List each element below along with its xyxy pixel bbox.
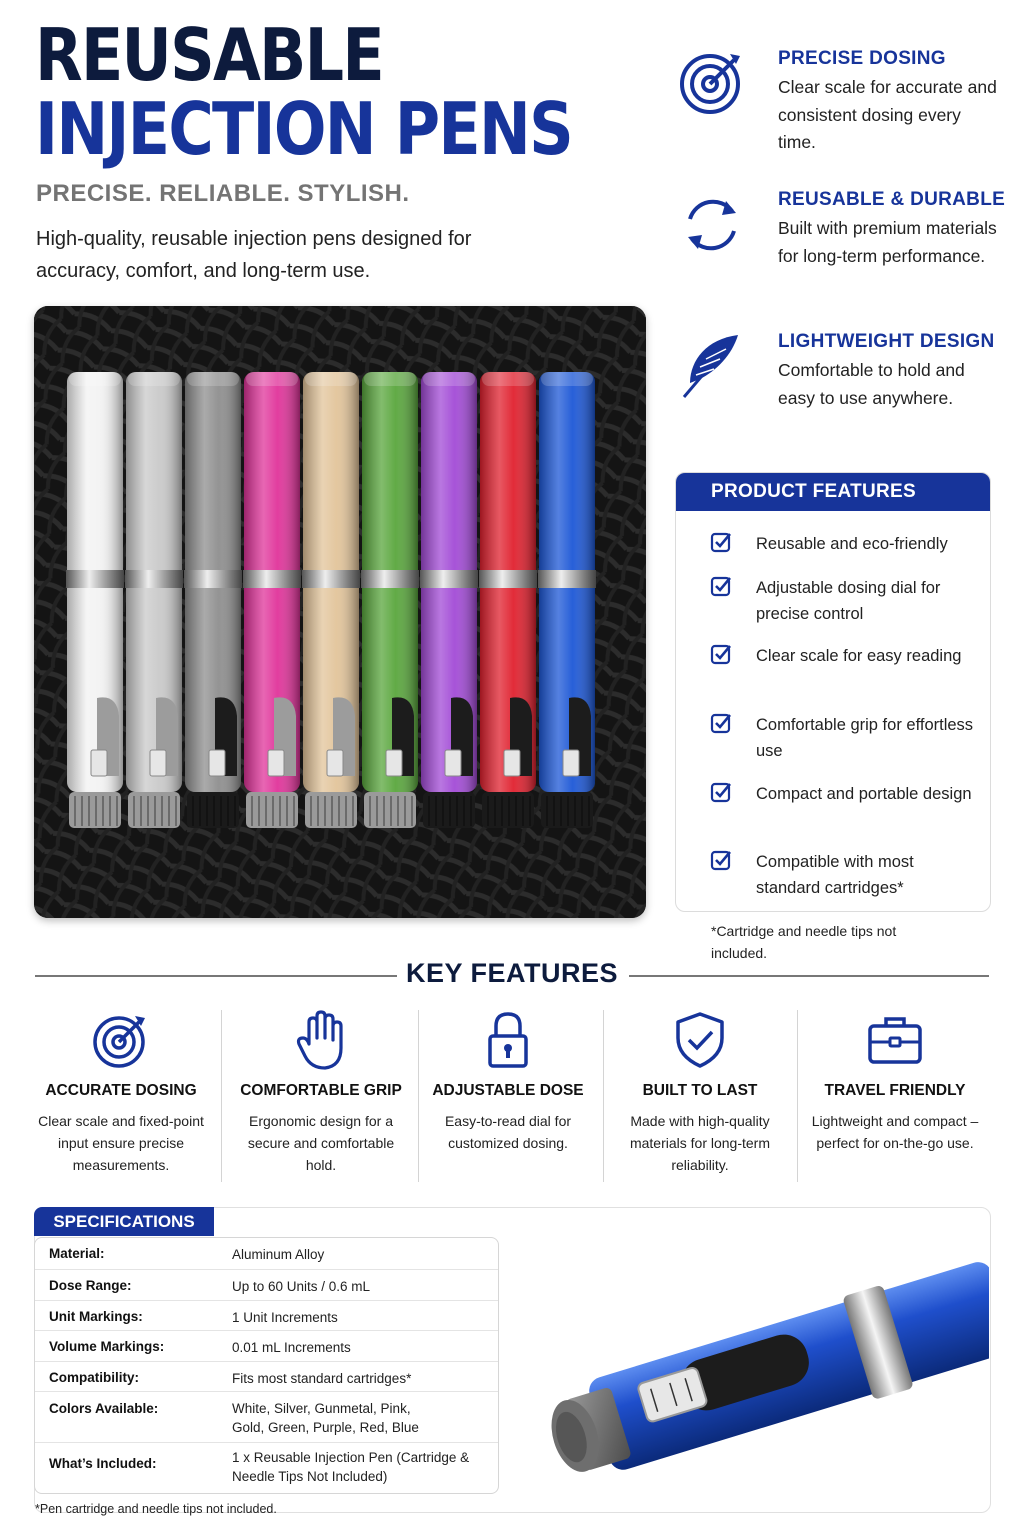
spec-key: Volume Markings: xyxy=(49,1339,165,1354)
refresh-icon xyxy=(676,189,748,261)
pen-6 xyxy=(361,372,419,828)
spec-value: Up to 60 Units / 0.6 mL xyxy=(232,1279,371,1294)
spec-value: Aluminum Alloy xyxy=(232,1247,325,1262)
benefit-lightweight-design xyxy=(676,331,1006,471)
spec-row xyxy=(35,1269,498,1300)
specifications-heading: SPECIFICATIONS xyxy=(34,1207,214,1236)
pen-5 xyxy=(302,372,360,828)
pen-3 xyxy=(184,372,242,828)
benefit-desc: Comfortable to hold and easy to use anywhere. xyxy=(778,360,965,408)
key-features-heading: KEY FEATURES xyxy=(405,958,619,988)
benefit-title: LIGHTWEIGHT DESIGN xyxy=(778,331,995,352)
feature-text: Reusable and eco-friendly xyxy=(756,535,948,553)
spec-key: Dose Range: xyxy=(49,1278,132,1293)
spec-value: Fits most standard cartridges* xyxy=(232,1371,412,1386)
feature-text: Compatible with most standard cartridges* xyxy=(756,853,914,897)
benefit-desc: Clear scale for accurate and consistent dosing every time. xyxy=(778,77,997,152)
spec-row xyxy=(35,1330,498,1361)
spec-row xyxy=(35,1238,498,1268)
spec-key: Colors Available: xyxy=(49,1401,159,1416)
pen-1 xyxy=(66,372,124,828)
checkbox-check-icon xyxy=(710,643,732,665)
pen-4 xyxy=(243,372,301,828)
spec-key: What’s Included: xyxy=(49,1456,157,1471)
feature-text: Clear scale for easy reading xyxy=(756,647,962,665)
key-feature-desc: Lightweight and compact – perfect for on-the-go use. xyxy=(811,1113,979,1151)
blue-pen-closeup xyxy=(520,1230,989,1510)
key-feature-title: BUILT TO LAST xyxy=(642,1082,758,1099)
shield-check-icon xyxy=(670,1010,730,1070)
key-feature-title: ACCURATE DOSING xyxy=(45,1082,197,1099)
key-feature-travel-friendly xyxy=(801,1010,989,1180)
spec-row xyxy=(35,1300,498,1331)
product-features-heading: PRODUCT FEATURES xyxy=(676,473,990,511)
briefcase-icon xyxy=(865,1010,925,1070)
spec-row xyxy=(35,1391,498,1442)
page-title xyxy=(35,13,572,171)
spec-value: White, Silver, Gunmetal, Pink, Gold, Green, Purple, Red, Blue xyxy=(232,1401,419,1435)
checkbox-check-icon xyxy=(710,531,732,553)
specifications-table xyxy=(34,1237,499,1494)
pens-product-photo xyxy=(34,306,646,918)
feature-text: Adjustable dosing dial for precise control xyxy=(756,579,941,623)
column-divider xyxy=(221,1010,222,1182)
product-features-box xyxy=(675,472,991,912)
key-feature-adjustable-dose xyxy=(414,1010,602,1180)
target-icon xyxy=(91,1010,151,1070)
checkbox-check-icon xyxy=(710,712,732,734)
feather-icon xyxy=(676,331,748,403)
key-feature-title: COMFORTABLE GRIP xyxy=(240,1082,402,1099)
tagline: PRECISE. RELIABLE. STYLISH. xyxy=(36,180,410,207)
benefit-reusable-durable xyxy=(676,189,1006,329)
key-feature-title: ADJUSTABLE DOSE xyxy=(432,1082,584,1099)
specifications-note: *Pen cartridge and needle tips not included. xyxy=(35,1502,277,1516)
spec-value: 1 Unit Increments xyxy=(232,1310,338,1325)
hand-icon xyxy=(291,1010,351,1070)
column-divider xyxy=(797,1010,798,1182)
spec-key: Unit Markings: xyxy=(49,1309,143,1324)
lock-icon xyxy=(478,1010,538,1070)
key-feature-comfortable-grip xyxy=(227,1010,415,1180)
title-line-2: INJECTION PENS xyxy=(35,87,572,171)
checkbox-check-icon xyxy=(710,575,732,597)
key-feature-desc: Made with high-quality materials for long-term reliability. xyxy=(629,1113,771,1173)
feature-text: Comfortable grip for effortless use xyxy=(756,716,974,760)
spec-key: Compatibility: xyxy=(49,1370,139,1385)
key-feature-accurate-dosing xyxy=(27,1010,215,1180)
checkbox-check-icon xyxy=(710,781,732,803)
pen-closeup-photo xyxy=(520,1230,989,1510)
pen-9 xyxy=(538,372,596,828)
benefit-title: REUSABLE & DURABLE xyxy=(778,189,1006,210)
key-feature-desc: Ergonomic design for a secure and comfortable hold. xyxy=(247,1113,395,1173)
key-feature-built-to-last xyxy=(606,1010,794,1180)
pen-2 xyxy=(125,372,183,828)
product-features-note: *Cartridge and needle tips not included. xyxy=(711,923,897,961)
key-feature-desc: Easy-to-read dial for customized dosing. xyxy=(444,1113,572,1151)
benefit-precise-dosing xyxy=(676,48,1006,188)
spec-key: Material: xyxy=(49,1246,105,1261)
feature-text: Compact and portable design xyxy=(756,785,972,803)
spec-value: 1 x Reusable Injection Pen (Cartridge & Needle Tips Not Included) xyxy=(232,1450,470,1484)
pen-7 xyxy=(420,372,478,828)
intro-text: High-quality, reusable injection pens designed for accuracy, comfort, and long-term use. xyxy=(36,228,472,282)
key-feature-desc: Clear scale and fixed-point input ensure precise measurements. xyxy=(38,1113,204,1173)
spec-value: 0.01 mL Increments xyxy=(232,1340,351,1355)
column-divider xyxy=(603,1010,604,1182)
title-line-1: REUSABLE xyxy=(35,13,383,97)
pen-8 xyxy=(479,372,537,828)
pens-illustration xyxy=(34,306,646,918)
key-feature-title: TRAVEL FRIENDLY xyxy=(824,1082,966,1099)
spec-row xyxy=(35,1442,498,1493)
target-icon xyxy=(676,48,748,120)
benefit-desc: Built with premium materials for long-term performance. xyxy=(778,218,997,266)
spec-row xyxy=(35,1361,498,1392)
benefit-title: PRECISE DOSING xyxy=(778,48,946,69)
checkbox-check-icon xyxy=(710,849,732,871)
